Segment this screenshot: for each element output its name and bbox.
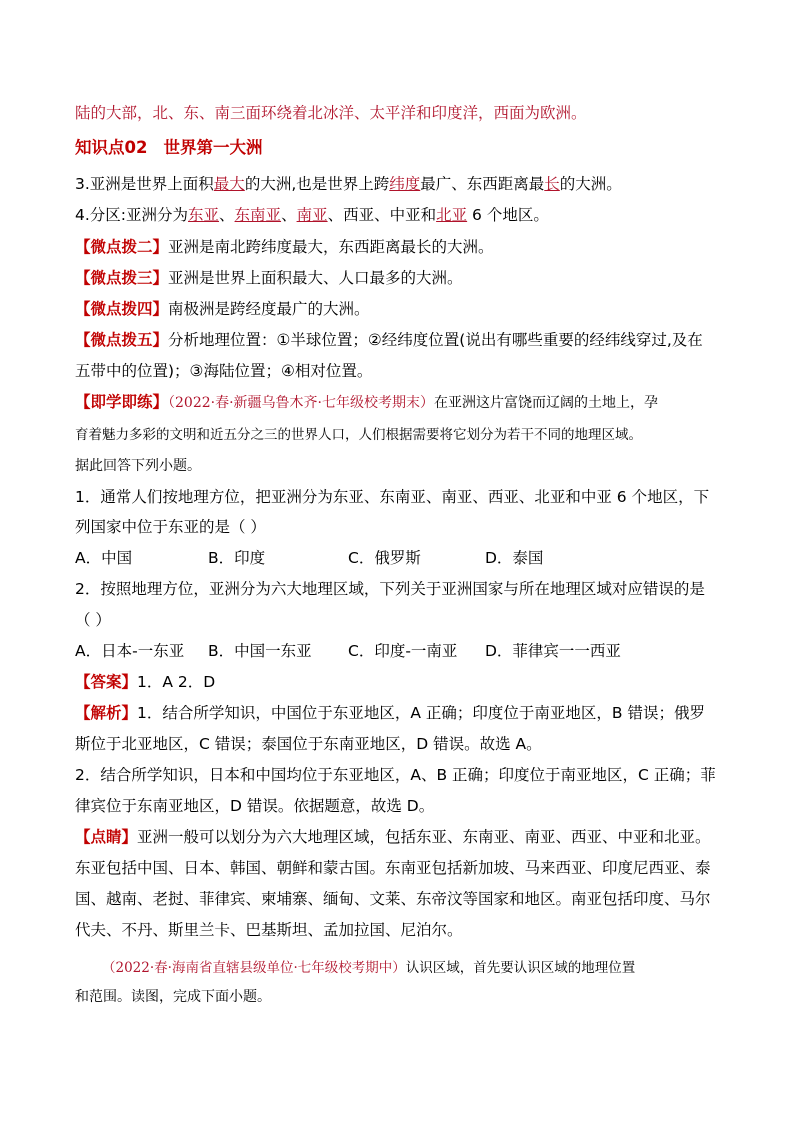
option: C．俄罗斯 [348,549,421,567]
point4-underline-4: 北亚 [436,206,468,224]
question-2: 2．按照地理方位，亚洲分为六大地理区域，下列关于亚洲国家与所在地理区域对应错误的是 [75,580,705,598]
tip-2 [75,236,735,258]
option: D．泰国 [485,549,544,567]
question-2-continued: （ ） [75,611,111,629]
answer-text: 1．A 2．D [137,673,216,691]
point4-underline-1: 东亚 [188,206,220,224]
tip-text: 亚洲是南北跨纬度最大，东西距离最长的大洲。 [168,238,494,256]
point4-text: 、西亚、中亚和 [327,206,437,224]
option: B．印度 [208,549,266,567]
option: A．中国 [75,549,133,567]
option: D．菲律宾一一西亚 [485,642,621,660]
practice-stem-2: 育着魅力多彩的文明和近五分之三的世界人口，人们根据需要将它划分为若干不同的地理区域。 [75,427,642,443]
comment-text: 亚洲一般可以划分为六大地理区域，包括东亚、东南亚、南亚、西亚、中亚和北亚。 [137,828,711,846]
option: B．中国一东亚 [208,642,312,660]
comment-line-3: 国、越南、老挝、菲律宾、柬埔寨、缅甸、文莱、东帝汶等国家和地区。南亚包括印度、马尔 [75,890,711,908]
tip-4 [75,298,735,320]
practice-stem: 在亚洲这片富饶而辽阔的土地上，孕 [434,395,658,411]
tip-5 [75,329,735,351]
comment [75,826,735,848]
question-1-continued: 列国家中位于东亚的是（ ） [75,518,266,536]
point4-underline-2: 东南亚 [234,206,282,224]
point3-text: 的大洲,也是世界上跨 [244,175,390,193]
next-question-stem-2: 和范围。读图，完成下面小题。 [75,989,271,1005]
point4-underline-3: 南亚 [296,206,328,224]
tip-text: 分析地理位置：①半球位置；②经纬度位置(说出有哪些重要的经纬线穿过,及在 [168,331,703,349]
practice-tag: 【即学即练】 [75,393,169,411]
next-question-header [102,956,742,979]
analysis-line-3: 2．结合所学知识，日本和中国均位于东亚地区，A、B 正确；印度位于南亚地区，C 正确；菲 [75,766,716,784]
point4-text: 4.分区:亚洲分为 [75,206,189,224]
intro-text: 陆的大部，北、东、南三面环绕着北冰洋、太平洋和印度洋，西面为欧洲。 [75,104,587,122]
point3-underline-3: 长 [544,175,560,193]
next-stem: 认识区域，首先要认识区域的地理位置 [405,960,636,976]
answer [75,671,735,693]
question-2-options [75,640,735,662]
point3-text: 最广、东西距离最 [420,175,545,193]
comment-line-4: 代夫、不丹、斯里兰卡、巴基斯坦、孟加拉国、尼泊尔。 [75,921,463,939]
section-heading [75,137,735,159]
option: A．日本-一东亚 [75,642,185,660]
tip-tag: 【微点拨三】 [75,269,169,287]
section-title: 世界第一大洲 [163,138,263,157]
tip-tag: 【微点拨五】 [75,331,169,349]
tip-tag: 【微点拨二】 [75,238,169,256]
comment-tag: 【点睛】 [75,828,138,846]
tip-text: 亚洲是世界上面积最大、人口最多的大洲。 [168,269,463,287]
point3-underline-1: 最大 [213,175,245,193]
point4-sep: 、 [219,206,235,224]
point3-text: 的大洲。 [559,175,622,193]
analysis-line-4: 律宾位于东南亚地区，D 错误。依据题意，故选 D。 [75,797,435,815]
point3-underline-2: 纬度 [389,175,421,193]
analysis-line-2: 斯位于北亚地区，C 错误；泰国位于东南亚地区，D 错误。故选 A。 [75,735,542,753]
point3-text: 3.亚洲是世界上面积 [75,175,214,193]
next-source: （2022·春·海南省直辖县级单位·七年级校考期中） [102,960,406,976]
practice-source: （2022·春·新疆乌鲁木齐·七年级校考期末） [168,395,434,411]
practice-stem-3: 据此回答下列小题。 [75,458,201,474]
section-number: 知识点02 [75,138,148,157]
option: C．印度-一南亚 [348,642,458,660]
analysis-text: 1．结合所学知识，中国位于东亚地区，A 正确；印度位于南亚地区，B 错误；俄罗 [137,704,705,722]
point-4 [75,204,735,226]
answer-tag: 【答案】 [75,673,138,691]
practice-header [75,391,735,414]
analysis-tag: 【解析】 [75,704,138,722]
tip-tag: 【微点拨四】 [75,300,169,318]
tip-text: 南极洲是跨经度最广的大洲。 [168,300,370,318]
tip-3 [75,267,735,289]
point4-sep: 、 [281,206,297,224]
point4-text: 6 个地区。 [467,206,549,224]
question-1-options [75,547,735,569]
point-3 [75,173,735,195]
comment-line-2: 东亚包括中国、日本、韩国、朝鲜和蒙古国。东南亚包括新加坡、马来西亚、印度尼西亚、泰 [75,859,711,877]
question-1: 1．通常人们按地理方位，把亚洲分为东亚、东南亚、南亚、西亚、北亚和中亚 6 个地区，下 [75,488,710,506]
analysis [75,702,735,724]
tip-5-continued: 五带中的位置)；③海陆位置；④相对位置。 [75,362,373,380]
